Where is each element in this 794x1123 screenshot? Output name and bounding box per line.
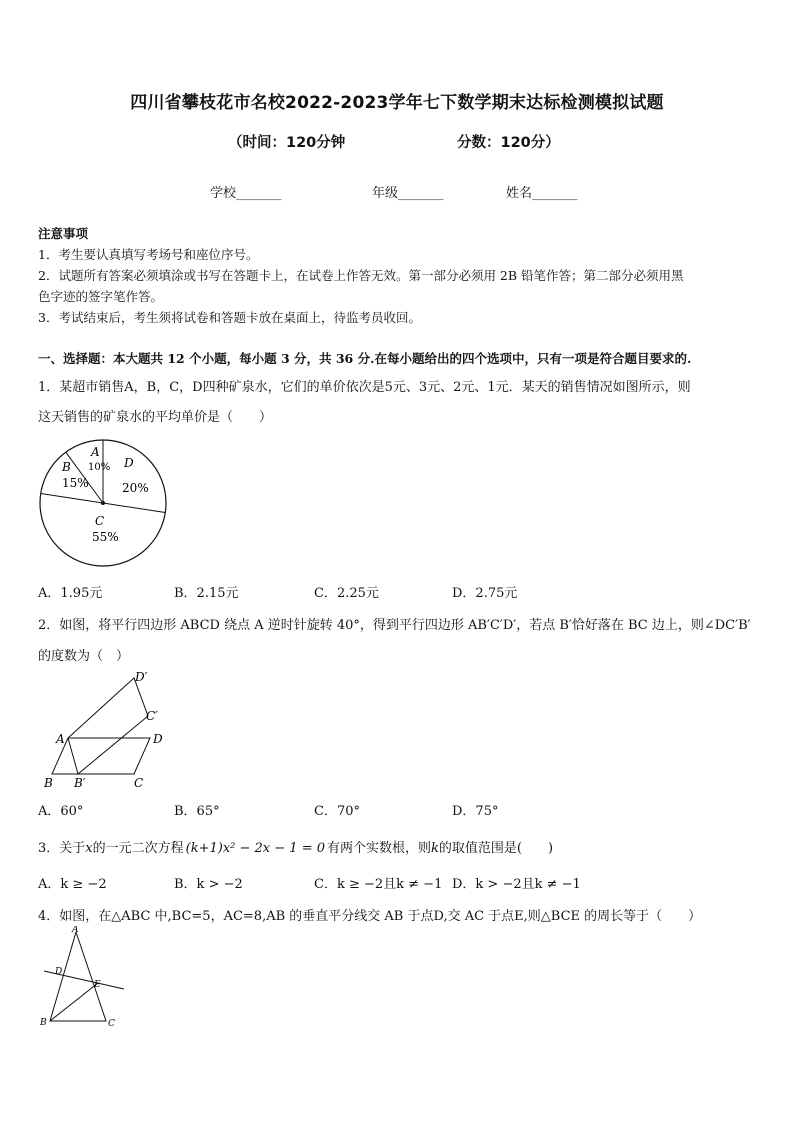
- q3-post: 的取值范围是( ): [438, 841, 554, 856]
- score-label: 分数：120分）: [457, 135, 560, 151]
- label-a: A: [56, 732, 65, 746]
- q2-text: 的度数为（ ）: [38, 649, 130, 664]
- pie-center: [101, 501, 105, 505]
- pie-pct-a: 10%: [88, 462, 111, 473]
- parallelogram-abcd: [52, 738, 150, 774]
- q3-mid1: 的一元二次方程: [92, 841, 184, 856]
- page-title: 四川省攀枝花市名校2022-2023学年七下数学期末达标检测模拟试题: [130, 93, 664, 113]
- label-d: D: [55, 967, 63, 977]
- label-c-prime: C′: [146, 709, 158, 723]
- pie-label-c: C: [95, 514, 105, 528]
- parallelogram-figure: [38, 668, 178, 794]
- pie-chart-figure: [36, 436, 176, 570]
- notice-item: 色字迹的签字笔作答。: [38, 289, 164, 304]
- q3-pre: 3．关于: [38, 841, 86, 856]
- label-b: B: [40, 1018, 47, 1028]
- q3-option-a: A．k ≥ −2: [38, 877, 107, 892]
- name-field: 姓名_______: [506, 186, 578, 201]
- pie-pct-c: 55%: [92, 530, 119, 544]
- q3-var-k: k: [431, 841, 439, 856]
- label-d: D: [153, 732, 163, 746]
- pie-label-b: B: [62, 460, 71, 474]
- label-c: C: [108, 1019, 115, 1029]
- q3-option-b: B．k > −2: [174, 877, 243, 892]
- notice-heading: 注意事项: [38, 226, 89, 241]
- q4-text: 4．如图，在△ABC 中,BC=5，AC=8,AB 的垂直平分线交 AB 于点D,交 AC 于点E,则△BCE 的周长等于（ ）: [38, 909, 702, 924]
- pie-pct-b: 15%: [62, 476, 89, 490]
- parallelogram-abcpdp: [68, 678, 148, 774]
- q1-text: 1．某超市销售A，B，C，D四种矿泉水，它们的单价依次是5元、3元、2元、1元．某天的销售情况如图所示，则: [38, 380, 691, 395]
- q3-var-x: x: [85, 841, 93, 856]
- triangle-figure: [36, 926, 132, 1032]
- school-field: 学校_______: [210, 186, 282, 201]
- q1-option-b: B．2.15元: [174, 586, 239, 601]
- pie-divider: [41, 494, 103, 504]
- pie-divider: [103, 503, 165, 513]
- q3-text: [38, 837, 553, 856]
- q1-text: 这天销售的矿泉水的平均单价是（ ）: [38, 410, 273, 425]
- q2-option-a: A．60°: [38, 804, 84, 819]
- grade-field: 年级_______: [372, 186, 444, 201]
- q2-option-d: D．75°: [452, 804, 499, 819]
- label-d-prime: D′: [135, 670, 148, 684]
- q1-option-c: C．2.25元: [314, 586, 379, 601]
- label-b-prime: B′: [74, 776, 86, 790]
- q3-mid2: 有两个实数根，则: [326, 841, 431, 856]
- label-a: A: [72, 926, 79, 935]
- q3-equation: (k+1)x² − 2x − 1 = 0: [185, 841, 325, 856]
- q2-option-b: B．65°: [174, 804, 220, 819]
- pie-label-d: D: [124, 456, 134, 470]
- pie-label-a: A: [91, 445, 100, 459]
- q3-option-c: C．k ≥ −2且k ≠ −1: [314, 877, 443, 892]
- notice-item: 1．考生要认真填写考场号和座位序号。: [38, 247, 259, 262]
- q2-option-c: C．70°: [314, 804, 360, 819]
- time-label: （时间：120分钟: [228, 135, 346, 151]
- pie-pct-d: 20%: [122, 481, 149, 495]
- label-e: E: [94, 980, 101, 990]
- notice-item: 3．考试结束后，考生须将试卷和答题卡放在桌面上，待监考员收回。: [38, 310, 421, 325]
- q2-text: 2．如图，将平行四边形 ABCD 绕点 A 逆时针旋转 40°，得到平行四边形 AB′C′D′，若点 B′恰好落在 BC 边上，则∠DC′B′: [38, 618, 751, 633]
- label-c: C: [134, 776, 144, 790]
- label-b: B: [44, 776, 53, 790]
- notice-item: 2．试题所有答案必须填涂或书写在答题卡上，在试卷上作答无效。第一部分必须用 2B 铅笔作答；第二部分必须用黑: [38, 268, 684, 283]
- q1-option-d: D．2.75元: [452, 586, 518, 601]
- section-heading: 一、选择题：本大题共 12 个小题，每小题 3 分，共 36 分.在每小题给出的四个选项中，只有一项是符合题目要求的.: [38, 351, 692, 366]
- segment-be: [50, 983, 98, 1021]
- q1-option-a: A．1.95元: [38, 586, 103, 601]
- q3-option-d: D．k > −2且k ≠ −1: [452, 877, 581, 892]
